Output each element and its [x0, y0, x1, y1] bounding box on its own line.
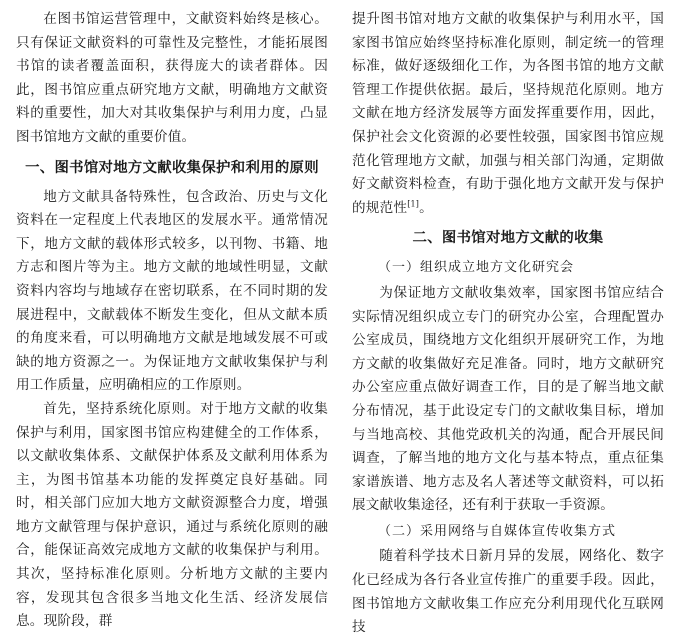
section-heading-collection: 二、图书馆对地方文献的收集: [412, 230, 604, 247]
paragraph-end-mark: 。: [419, 199, 433, 216]
systematic-principle-paragraph: 首先，坚持系统化原则。对于地方文献的收集保护与利用，国家图书馆应构建健全的工作体系，以文献收集体系、文献保护体系及文献利用体系为主，为图书馆基本功能的发挥奠定良好基础。同时，相关部门应加大地方文献资源整合力度，增强地方文献管理与保护意识，通过与系统化原则的融合，能保证高效完成地方文献的收集保护与利用。其次，坚持标准化原则。分析地方文献的主要内容，发现其包含很多当地文化生活、经济发展信息。现阶段，群: [16, 400, 328, 630]
section-heading-principles: 一、图书馆对地方文献收集保护和利用的原则: [25, 159, 319, 176]
standardization-text: 提升图书馆对地方文献的收集保护与利用水平，国家图书馆应始终坚持标准化原则，制定统一的管理标准，做好逐级细化工作，为各图书馆的地方文献管理工作提供依据。最后，坚持规范化原则。地方文献在地方经济发展等方面发挥重要作用，因此，保护社会文化资源的必要性较强，国家图书馆应规范化管理地方文献，加强与相关部门沟通，定期做好文献资料检查，有助于强化地方文献开发与保护的规范性: [352, 11, 664, 216]
network-media-paragraph: 随着科学技术日新月异的发展，网络化、数字化已经成为各行各业宣传推广的重要手段。因此，图书馆地方文献收集工作应充分利用现代化互联网技: [352, 548, 664, 636]
right-column: [352, 8, 664, 640]
intro-paragraph: 在图书馆运营管理中，文献资料始终是核心。只有保证文献资料的可靠性及完整性，才能拓展图书馆的读者覆盖面积，获得庞大的读者群体。因此，图书馆应重点研究地方文献，明确地方文献资料的重要性，加大对其收集保护与利用力度，凸显图书馆地方文献的重要价值。: [16, 11, 328, 145]
research-society-paragraph: 为保证地方文献收集效率，国家图书馆应结合实际情况组织成立专门的研究办公室，合理配置办公室成员，围绕地方文化组织开展研究工作，为地方文献的收集做好充足准备。同时，地方文献研究办公室应重点做好调查工作，目的是了解当地文献分布情况，基于此设定专门的文献收集目标，增加与当地高校、其他党政机关的沟通，配合开展民间调查，了解当地的地方文化与基本特点，重点征集家谱族谱、地方志及名人著述等文献资料，可以拓展文献收集途径，还有利于获取一手资源。: [352, 284, 664, 514]
standardization-paragraph: [352, 8, 664, 220]
left-column: [16, 8, 328, 634]
citation-mark: [1]: [407, 199, 420, 209]
subheading-research-society: （一）组织成立地方文化研究会: [378, 260, 575, 276]
principles-paragraph: 地方文献具备特殊性，包含政治、历史与文化资料在一定程度上代表地区的发展水平。通常情况下，地方文献的载体形式较多，以刊物、书籍、地方志和图片等为主。地方文献的地域性明显，文献资料内容均与地域存在密切联系，在不同时期的发展进程中，文献载体不断发生变化，但从文献本质的角度来看，可以明确地方文献是地域发展不可或缺的地方资源之一。为保证地方文献收集保护与利用工作质量，应明确相应的工作原则。: [16, 188, 328, 394]
subheading-network-media: （二）采用网络与自媒体宣传收集方式: [378, 523, 617, 539]
